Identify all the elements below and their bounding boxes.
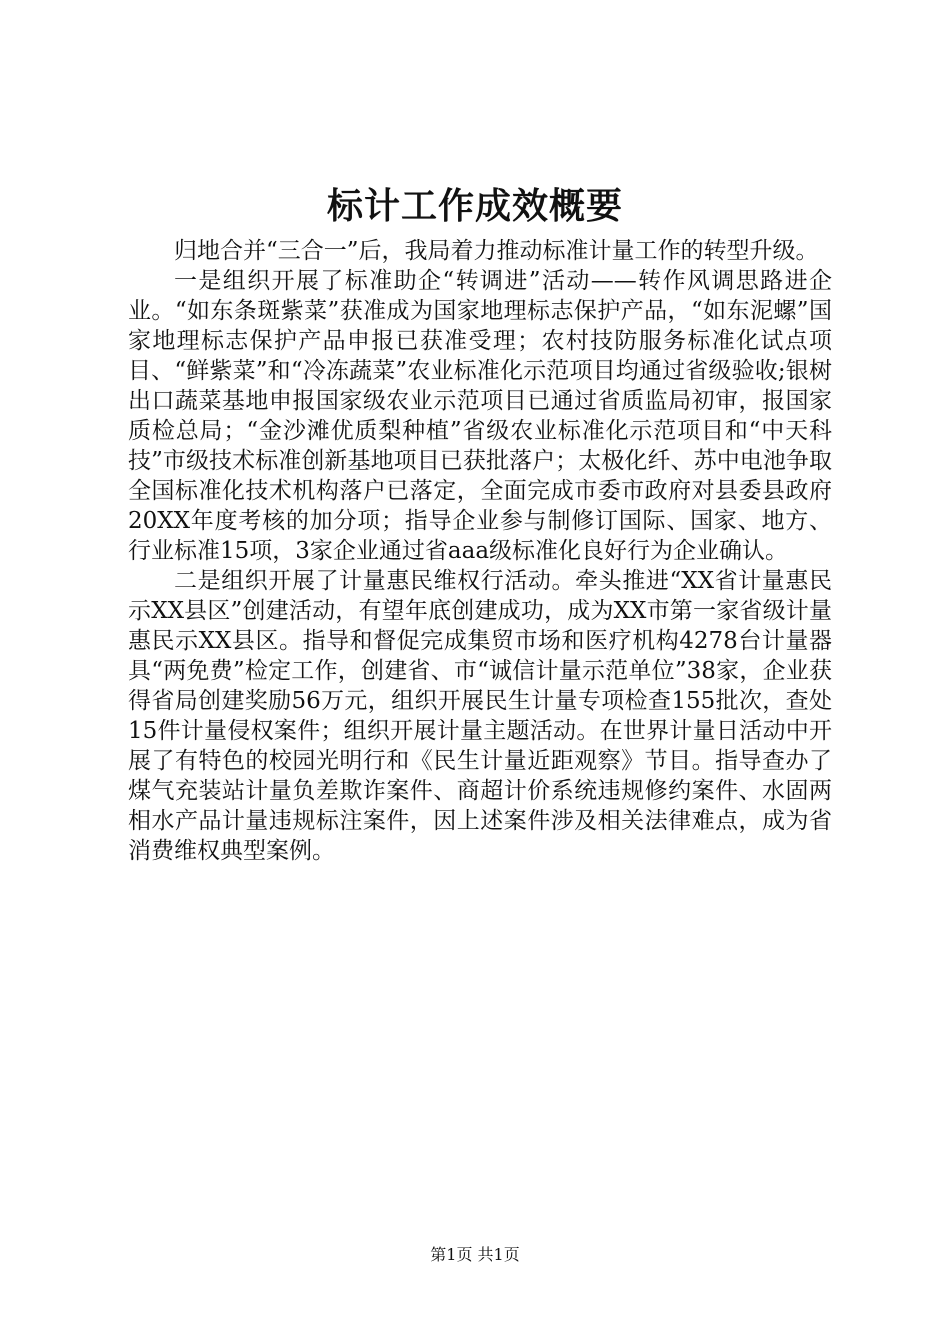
page-footer: 第1页 共1页 (430, 1245, 520, 1264)
document-title: 标计工作成效概要 (326, 185, 623, 227)
paragraph-intro: 归地合并“三合一”后，我局着力推动标准计量工作的转型升级。 (174, 238, 819, 264)
paragraph-standards: 一是组织开展了标准助企“转调进”活动——转作风调思路进企业。“如东条斑紫菜”获准成为国家地理标志保护产品，“如东泥螺”国家地理标志保护产品申报已获准受理；农村技防服务标准化试点项目、“鲜紫菜”和“冷冻蔬菜”农业标准化示范项目均通过省级验收;银树出口蔬菜基地申报国家级农业示范项目已通过省质监局初审，报国家质检总局；“金沙滩优质梨种植”省级农业标准化示范项目和“中天科技”市级技术标准创新基地项目已获批落户；太极化纤、苏中电池争取全国标准化技术机构落户已落定，全面完成市委市政府对县委县政府20XX年度考核的加分项；指导企业参与制修订国际、国家、地方、行业标准15项，3家企业通过省aaa级标准化良好行为企业确认。 (128, 268, 832, 564)
paragraph-metrology: 二是组织开展了计量惠民维权行活动。牵头推进“XX省计量惠民示XX县区”创建活动，有望年底创建成功，成为XX市第一家省级计量惠民示XX县区。指导和督促完成集贸市场和医疗机构4278台计量器具“两免费”检定工作，创建省、市“诚信计量示范单位”38家，企业获得省局创建奖励56万元，组织开展民生计量专项检查155批次，查处15件计量侵权案件；组织开展计量主题活动。在世界计量日活动中开展了有特色的校园光明行和《民生计量近距观察》节目。指导查办了煤气充装站计量负差欺诈案件、商超计价系统违规修约案件、水固两相水产品计量违规标注案件，因上述案件涉及相关法律难点，成为省消费维权典型案例。 (128, 568, 832, 864)
document-body (128, 236, 832, 866)
